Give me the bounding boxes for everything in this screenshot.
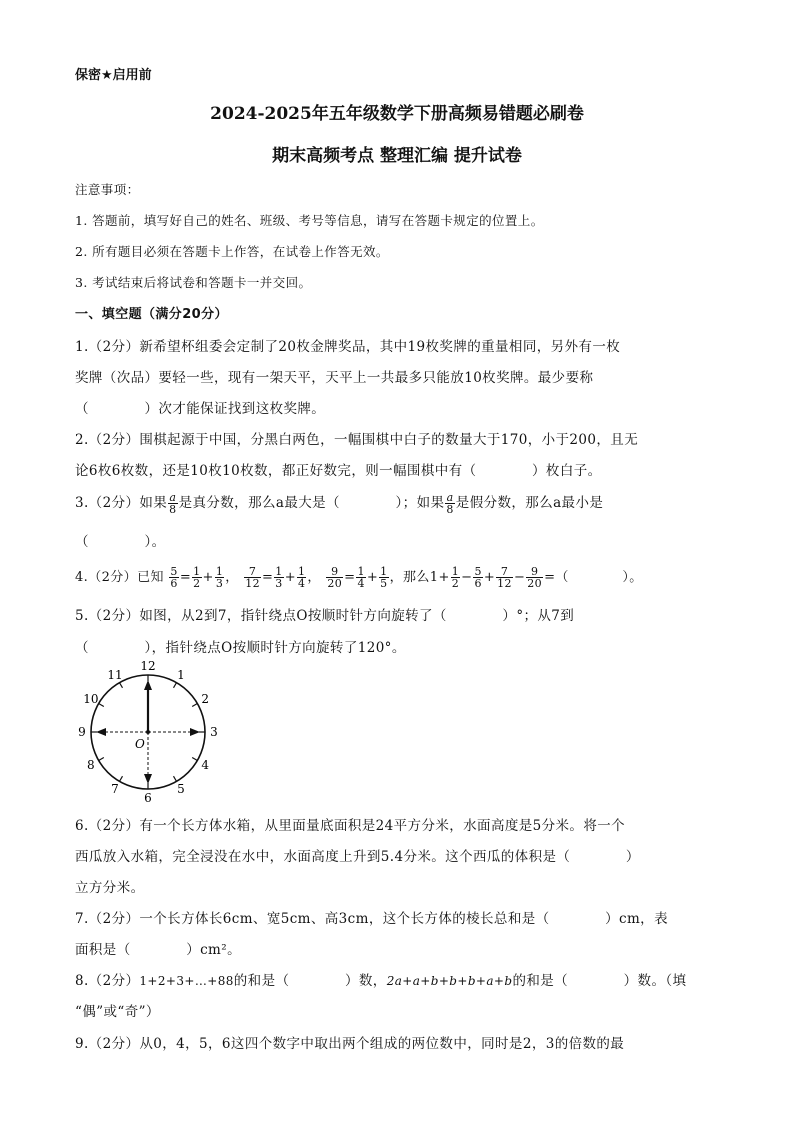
q8-text-1: 8.（2分）: [75, 973, 140, 989]
note-item-3: 3. 考试结束后将试卷和答题卡一并交回。: [75, 275, 312, 290]
q4-line-1: 4.（2分）已知 $\frac{5}{6}$ = $\frac{1}{2}$ + $\frac{1}{3}$ ， $\frac{7}{12}$ = $\frac{1}{3}$ + $\frac{1}{4}$ ， $\frac{9}{20}$ = $\frac{1}{4}$ + $\frac{1}{5}$ ，那么1+ $\frac{1}{2}$ − $\frac{5}{6}$ + $\frac{7}{12}$ − $\frac{9}{20}$ =（ ）。: [75, 565, 643, 590]
q6-line-3: 立方分米。: [75, 880, 145, 896]
fraction: $\frac{1}{2}$: [451, 565, 460, 590]
center-label: O: [135, 737, 145, 751]
center-point: [146, 730, 150, 734]
confidential-mark: 保密★启用前: [75, 68, 152, 83]
q5-line-1: 5.（2分）如图，从2到7，指针绕点O按顺时针方向旋转了（ ）°；从7到: [75, 608, 575, 624]
clock-number: 4: [201, 758, 209, 772]
clock-tick: [174, 683, 177, 688]
clock-number: 1: [177, 667, 185, 682]
arrow-down-icon: [144, 774, 152, 784]
fraction: $\frac{1}{4}$: [357, 565, 365, 590]
fraction-a-over-8: $\frac{a}{8}$: [446, 491, 454, 516]
q6-line-2: 西瓜放入水箱，完全浸没在水中，水面高度上升到5.4分米。这个西瓜的体积是（ ）: [75, 849, 640, 865]
arrow-up-icon: [144, 680, 152, 690]
fraction: $\frac{1}{2}$: [193, 565, 201, 590]
q1-line-3: （ ）次才能保证找到这枚奖牌。: [75, 401, 326, 417]
q2-line-2: 论6枚6枚数，还是10枚10枚数，都正好数完，则一幅围棋中有（ ）枚白子。: [75, 463, 602, 479]
q8-expression-2: 2a+a+b+b+b+a+b: [386, 974, 513, 988]
q2-line-1: 2.（2分）围棋起源于中国，分黑白两色，一幅围棋中白子的数量大于170，小于200，且无: [75, 432, 639, 448]
clock-number: 10: [83, 692, 99, 706]
q3-line-1: [75, 491, 725, 515]
clock-number: 11: [107, 667, 123, 682]
clock-number: 3: [210, 725, 218, 739]
clock-number: 8: [87, 758, 95, 772]
q8-text-2: 的和是（ ）数，: [233, 973, 387, 989]
fraction: $\frac{9}{20}$: [527, 565, 543, 590]
q8-line-2: “偶”或“奇”）: [75, 1004, 160, 1020]
clock-tick: [99, 704, 104, 707]
q8-text-3: 的和是（ ）数。（填: [512, 973, 687, 989]
q3-text-2: 是真分数，那么a最大是（ ）；如果: [178, 495, 445, 511]
q6-line-1: 6.（2分）有一个长方体水箱，从里面量底面积是24平方分米，水面高度是5分米。将一个: [75, 818, 626, 834]
fraction: $\frac{1}{4}$: [298, 565, 306, 590]
clock-number: 6: [144, 791, 152, 805]
q7-line-1: 7.（2分）一个长方体长6cm、宽5cm、高3cm，这个长方体的棱长总和是（ ）cm，表: [75, 911, 668, 927]
arrow-left-icon: [96, 728, 106, 736]
q7-line-2: 面积是（ ）cm²。: [75, 942, 241, 958]
note-item-1: 1. 答题前，填写好自己的姓名、班级、考号等信息，请写在答题卡规定的位置上。: [75, 213, 544, 228]
q5-line-2: （ ），指针绕点O按顺时针方向旋转了120°。: [75, 640, 406, 656]
fraction-a-over-8: $\frac{a}{8}$: [169, 491, 177, 516]
clock-number: 9: [78, 725, 86, 739]
fraction: $\frac{5}{6}$: [170, 565, 178, 590]
clock-diagram: [78, 660, 223, 805]
clock-number: 5: [177, 782, 185, 797]
section-heading-fill-blank: 一、填空题（满分20分）: [75, 307, 228, 322]
q3-text-1: 3.（2分）如果: [75, 495, 168, 511]
q3-line-2: （ ）。: [75, 534, 166, 550]
clock-tick: [174, 776, 177, 781]
clock-tick: [192, 704, 197, 707]
clock-tick: [120, 776, 123, 781]
q9-line-1: 9.（2分）从0，4，5，6这四个数字中取出两个组成的两位数中，同时是2，3的倍数的最: [75, 1036, 625, 1052]
clock-number: 12: [140, 660, 156, 673]
fraction: $\frac{7}{12}$: [497, 565, 512, 590]
fraction: $\frac{1}{5}$: [380, 565, 388, 590]
arrow-right-icon: [190, 728, 200, 736]
q4-text-1: 4.（2分）已知: [75, 570, 164, 585]
clock-number: 7: [111, 782, 119, 797]
q8-expression-1: 1+2+3+…+88: [139, 974, 234, 988]
clock-tick: [120, 683, 123, 688]
fraction: $\frac{7}{12}$: [245, 565, 260, 590]
clock-tick: [99, 758, 104, 761]
clock-tick: [192, 758, 197, 761]
exam-title: 2024-2025年五年级数学下册高频易错题必刷卷: [210, 104, 584, 124]
fraction: $\frac{1}{3}$: [275, 565, 283, 590]
q8-line-1: [75, 969, 725, 989]
note-item-2: 2. 所有题目必须在答题卡上作答，在试卷上作答无效。: [75, 244, 389, 259]
fraction: $\frac{9}{20}$: [327, 565, 343, 590]
fraction: $\frac{5}{6}$: [474, 565, 482, 590]
q1-line-2: 奖牌（次品）要轻一些，现有一架天平，天平上一共最多只能放10枚奖牌。最少要称: [75, 370, 594, 386]
notes-heading: 注意事项：: [75, 182, 140, 197]
exam-subtitle: 期末高频考点 整理汇编 提升试卷: [272, 146, 522, 166]
clock-number: 2: [201, 692, 209, 706]
q1-line-1: 1.（2分）新希望杯组委会定制了20枚金牌奖品，其中19枚奖牌的重量相同，另外有一枚: [75, 339, 621, 355]
fraction: $\frac{1}{3}$: [215, 565, 224, 590]
q3-text-3: 是假分数，那么a最小是: [455, 495, 604, 511]
